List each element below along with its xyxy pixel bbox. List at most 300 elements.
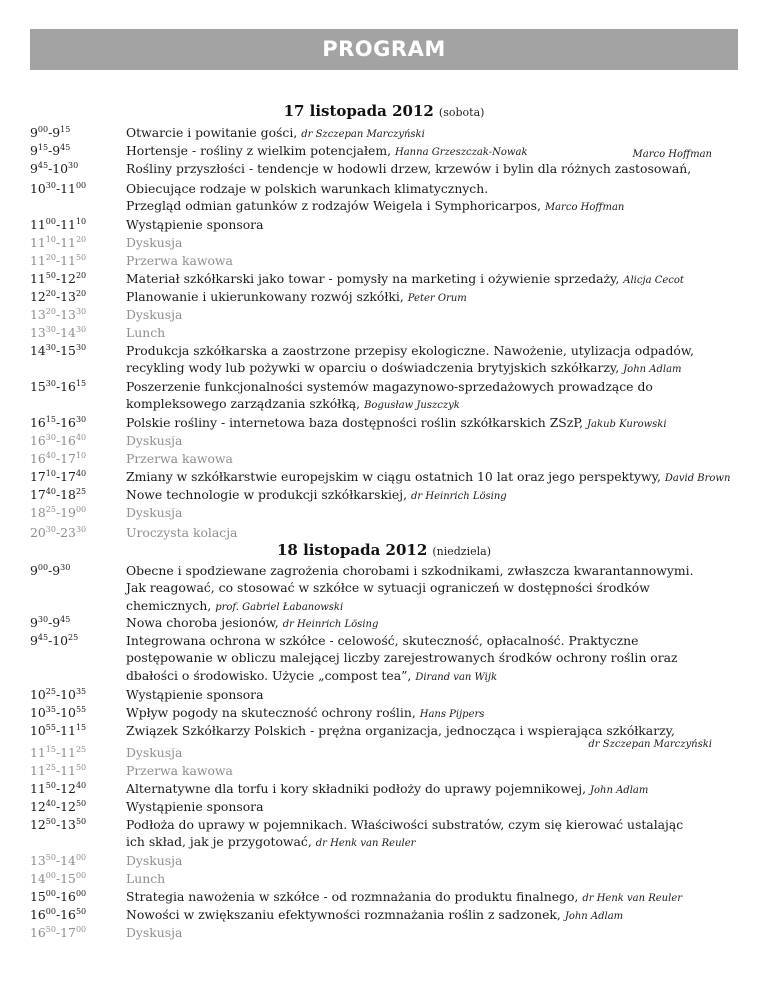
session-title: Dyskusja: [126, 925, 183, 940]
session-title: postępowanie w obliczu malejącej liczby zarejestrowanych środków ochrony roślin oraz: [126, 650, 678, 666]
session-description: [126, 288, 746, 307]
time-minute: 10: [75, 451, 87, 460]
time-separator: -: [48, 633, 53, 648]
session-title: Strategia nawożenia w szkółce - od rozmnażania do produktu finalnego,: [126, 889, 579, 904]
time-hour: 9: [52, 563, 61, 578]
session-time: [30, 160, 78, 177]
time-hour: 9: [30, 125, 38, 140]
session-time: [30, 306, 86, 323]
time-minute: 35: [75, 687, 87, 696]
session-text-line: [126, 486, 746, 505]
time-separator: -: [55, 871, 61, 886]
time-hour: 16: [60, 415, 76, 430]
session-time: [30, 504, 86, 521]
time-hour: 14: [60, 853, 76, 868]
session-text-line: [126, 504, 746, 521]
session-title: Lunch: [126, 325, 166, 340]
time-hour: 10: [30, 723, 46, 738]
time-separator: -: [55, 925, 61, 940]
session-title: Lunch: [126, 871, 166, 886]
session-speaker: Marco Hoffman: [544, 202, 625, 214]
session-text-line: [126, 924, 746, 941]
day1-title: 17 listopada 2012: [283, 102, 434, 120]
session-text-line: [126, 432, 746, 449]
session-title: Przegląd odmian gatunków z rodzajów Weigela i Symphoricarpos,: [126, 198, 541, 214]
time-hour: 18: [30, 505, 46, 520]
session-title: Wpływ pogody na skuteczność ochrony roślin,: [126, 705, 416, 720]
time-minute: 00: [75, 889, 87, 898]
time-hour: 9: [30, 161, 38, 176]
time-minute: 30: [75, 325, 87, 334]
session-time: [30, 414, 86, 431]
time-hour: 16: [30, 415, 46, 430]
time-hour: 13: [30, 853, 46, 868]
session-title: Przerwa kawowa: [126, 763, 233, 778]
time-hour: 13: [30, 325, 46, 340]
time-hour: 11: [30, 253, 46, 268]
session-time: [30, 614, 70, 631]
session-text-line: [126, 450, 746, 467]
session-time: [30, 924, 86, 941]
time-minute: 10: [75, 217, 87, 226]
time-minute: 55: [75, 705, 87, 714]
time-hour: 9: [30, 563, 38, 578]
session-time: [30, 780, 86, 797]
session-text-line: [126, 833, 746, 852]
session-time: [30, 432, 86, 449]
session-time: [30, 816, 86, 833]
time-hour: 11: [30, 781, 46, 796]
session-text-line: [126, 252, 746, 269]
session-description: [126, 888, 746, 907]
session-time: [30, 524, 86, 541]
time-minute: 00: [75, 505, 87, 514]
time-minute: 30: [75, 343, 87, 352]
program-title: PROGRAM: [322, 37, 446, 61]
time-minute: 50: [45, 853, 56, 862]
time-separator: -: [55, 907, 61, 922]
time-minute: 40: [75, 469, 87, 478]
time-minute: 50: [45, 925, 56, 934]
session-description: [126, 486, 746, 505]
session-description: [126, 816, 746, 853]
time-minute: 30: [37, 615, 49, 624]
time-minute: 00: [45, 871, 56, 880]
time-separator: -: [55, 505, 61, 520]
session-description: [126, 524, 746, 541]
session-title: Poszerzenie funkcjonalności systemów magazynowo-sprzedażowych prowadzące do: [126, 379, 653, 394]
session-time: [30, 270, 86, 287]
session-speaker: Jakub Kurowski: [587, 419, 667, 430]
session-text-line: [126, 160, 746, 177]
time-hour: 18: [60, 487, 76, 502]
session-text-line: [126, 614, 746, 633]
time-minute: 45: [37, 161, 49, 170]
time-separator: -: [55, 433, 61, 448]
time-minute: 40: [45, 487, 56, 496]
session-description: [126, 852, 746, 869]
session-speaker: Alicja Cecot: [623, 275, 684, 286]
time-hour: 23: [60, 525, 76, 540]
session-time: [30, 852, 86, 869]
session-text-line: [126, 306, 746, 323]
session-text-line: [126, 395, 746, 414]
session-time: [30, 342, 86, 359]
time-minute: 00: [75, 925, 87, 934]
time-separator: -: [48, 143, 53, 158]
time-hour: 10: [30, 705, 46, 720]
session-time: [30, 252, 86, 269]
session-title: Rośliny przyszłości - tendencje w hodowli drzew, krzewów i bylin dla różnych zastosowań,: [126, 161, 692, 176]
time-minute: 30: [75, 415, 87, 424]
session-time: [30, 468, 86, 485]
session-text-line: [126, 197, 746, 216]
session-description: [126, 342, 746, 379]
time-hour: 11: [30, 763, 46, 778]
time-minute: 45: [60, 143, 71, 152]
time-minute: 00: [75, 871, 87, 880]
session-speaker: dr Henk van Reuler: [582, 893, 683, 904]
session-time: [30, 324, 86, 341]
time-minute: 30: [45, 525, 56, 534]
time-hour: 11: [30, 271, 46, 286]
time-minute: 50: [75, 817, 87, 826]
time-minute: 50: [75, 763, 87, 772]
time-separator: -: [55, 217, 61, 232]
session-title: recykling wody lub pożywki w oparciu o doświadczenia brytyjskich szkółkarzy,: [126, 360, 620, 376]
session-title: ich skład, jak je przygotować,: [126, 834, 312, 850]
session-text-line: [126, 359, 746, 378]
time-hour: 11: [30, 745, 46, 760]
session-speaker: David Brown: [664, 473, 731, 484]
session-title: Wystąpienie sponsora: [126, 799, 264, 814]
session-text-line: [126, 762, 746, 779]
session-speaker: dr Heinrich Lösing: [282, 619, 379, 630]
session-title: Dyskusja: [126, 433, 183, 448]
time-hour: 20: [30, 525, 46, 540]
session-title: Jak reagować, co stosować w szkółce w sytuacji ograniczeń w dostępności środków: [126, 580, 650, 596]
time-minute: 25: [45, 763, 56, 772]
session-time: [30, 906, 86, 923]
session-text-line: [126, 414, 746, 433]
time-minute: 25: [68, 633, 79, 642]
session-title: Dyskusja: [126, 505, 183, 520]
time-hour: 13: [60, 817, 76, 832]
time-hour: 9: [52, 615, 61, 630]
time-separator: -: [55, 379, 61, 394]
session-time: [30, 762, 86, 779]
time-hour: 12: [60, 271, 76, 286]
session-description: [126, 686, 746, 703]
session-text-line: [126, 562, 746, 579]
session-text-line: [126, 649, 746, 666]
session-speaker: Dirand van Wijk: [415, 671, 497, 683]
time-minute: 00: [37, 125, 49, 134]
session-text-line: [126, 686, 746, 703]
time-separator: -: [55, 687, 61, 702]
session-description: [126, 798, 746, 815]
time-separator: -: [55, 525, 61, 540]
session-title: Nowe technologie w produkcji szkółkarskiej,: [126, 487, 408, 502]
time-hour: 15: [30, 379, 46, 394]
session-text-line: [126, 704, 746, 723]
time-separator: -: [55, 469, 61, 484]
time-separator: -: [55, 799, 61, 814]
session-speaker: John Adlam: [623, 364, 682, 376]
time-hour: 17: [60, 925, 76, 940]
time-minute: 50: [75, 799, 87, 808]
session-time: [30, 686, 86, 703]
session-time: [30, 870, 86, 887]
time-hour: 19: [60, 505, 76, 520]
time-separator: -: [55, 235, 61, 250]
time-hour: 9: [52, 143, 61, 158]
session-title: Materiał szkółkarski jako towar - pomysły na marketing i ożywienie sprzedaży,: [126, 271, 620, 286]
time-minute: 50: [45, 817, 56, 826]
time-separator: -: [55, 853, 61, 868]
session-time: [30, 288, 86, 305]
time-minute: 30: [60, 563, 71, 572]
time-minute: 50: [75, 253, 87, 262]
time-hour: 14: [30, 871, 46, 886]
time-minute: 00: [75, 181, 87, 190]
time-minute: 50: [75, 907, 87, 916]
time-hour: 11: [60, 235, 76, 250]
time-hour: 16: [60, 889, 76, 904]
time-minute: 10: [45, 235, 56, 244]
time-minute: 15: [75, 379, 87, 388]
session-time: [30, 486, 86, 503]
session-speaker: dr Szczepan Marczyński: [301, 129, 425, 140]
time-minute: 15: [37, 143, 49, 152]
session-text-line: [126, 180, 746, 197]
time-separator: -: [55, 745, 61, 760]
time-separator: -: [55, 343, 61, 358]
time-minute: 00: [75, 853, 87, 862]
session-time: [30, 216, 86, 233]
time-minute: 00: [37, 563, 49, 572]
time-separator: -: [55, 763, 61, 778]
session-title: kompleksowego zarządzania szkółką,: [126, 396, 361, 412]
session-text-line: [126, 632, 746, 649]
session-title: Obecne i spodziewane zagrożenia chorobami i szkodnikami, zwłaszcza kwarantannowymi.: [126, 563, 694, 578]
time-minute: 55: [45, 723, 56, 732]
time-hour: 12: [30, 817, 46, 832]
day2-weekday: (niedziela): [432, 545, 491, 558]
time-minute: 40: [75, 433, 87, 442]
session-text-line: [126, 342, 746, 359]
time-minute: 30: [45, 343, 56, 352]
session-description: [126, 504, 746, 521]
time-hour: 12: [60, 781, 76, 796]
time-hour: 13: [60, 307, 76, 322]
time-minute: 20: [75, 271, 87, 280]
session-time: [30, 744, 86, 761]
time-minute: 30: [75, 307, 87, 316]
time-separator: -: [55, 817, 61, 832]
session-speaker: Hans Pijpers: [419, 709, 485, 720]
time-hour: 10: [30, 181, 46, 196]
session-text-line: [126, 468, 746, 487]
time-hour: 13: [30, 307, 46, 322]
session-title: Dyskusja: [126, 235, 183, 250]
session-title: Wystąpienie sponsora: [126, 217, 264, 232]
session-speaker: dr Henk van Reuler: [315, 838, 416, 850]
session-title: Polskie rośliny - internetowa baza dostępności roślin szkółkarskich ZSzP,: [126, 415, 584, 430]
time-minute: 20: [45, 289, 56, 298]
session-time: [30, 704, 86, 721]
time-minute: 15: [75, 723, 87, 732]
session-description: [126, 780, 746, 799]
time-hour: 12: [30, 799, 46, 814]
time-separator: -: [55, 289, 61, 304]
session-title: dbałości o środowisko. Użycie „compost tea”,: [126, 667, 412, 683]
time-separator: -: [55, 181, 61, 196]
time-minute: 30: [45, 325, 56, 334]
time-minute: 30: [68, 161, 79, 170]
session-description: [126, 414, 746, 433]
session-title: Przerwa kawowa: [126, 451, 233, 466]
session-text-line: [126, 870, 746, 887]
session-speaker: prof. Gabriel Łabanowski: [215, 601, 344, 613]
session-time: [30, 798, 86, 815]
time-hour: 11: [30, 217, 46, 232]
time-hour: 11: [60, 217, 76, 232]
session-speaker: John Adlam: [564, 911, 624, 922]
time-separator: -: [55, 307, 61, 322]
session-text-line: [126, 816, 746, 833]
time-hour: 11: [60, 723, 76, 738]
time-minute: 30: [45, 181, 56, 190]
session-title: Produkcja szkółkarska a zaostrzone przepisy ekologiczne. Nawożenie, utylizacja odpadów,: [126, 343, 694, 358]
session-title: Hortensje - rośliny z wielkim potencjałem,: [126, 143, 392, 158]
time-minute: 30: [45, 433, 56, 442]
time-minute: 30: [75, 525, 87, 534]
session-time: [30, 888, 86, 905]
time-minute: 20: [75, 289, 87, 298]
time-hour: 15: [60, 871, 76, 886]
session-description: [126, 432, 746, 449]
session-description: [126, 924, 746, 941]
session-title: Alternatywne dla torfu i kory składniki podłoży do uprawy pojemnikowej,: [126, 781, 587, 796]
time-hour: 11: [60, 745, 76, 760]
session-description: [126, 762, 746, 779]
session-title: Planowanie i ukierunkowany rozwój szkółki,: [126, 289, 404, 304]
time-separator: -: [55, 271, 61, 286]
session-description: [126, 468, 746, 487]
time-hour: 11: [60, 253, 76, 268]
session-title: Dyskusja: [126, 307, 183, 322]
session-title: Nowości w zwiększaniu efektywności rozmnażania roślin z sadzonek,: [126, 907, 561, 922]
time-separator: -: [55, 705, 61, 720]
time-hour: 16: [60, 433, 76, 448]
session-description: [126, 234, 746, 251]
time-minute: 40: [45, 451, 56, 460]
session-title: Zmiany w szkółkarstwie europejskim w ciągu ostatnich 10 lat oraz jego perspektywy,: [126, 469, 661, 484]
time-hour: 12: [60, 799, 76, 814]
time-separator: -: [55, 889, 61, 904]
session-title: Integrowana ochrona w szkółce - celowość, skuteczność, opłacalność. Praktyczne: [126, 633, 639, 648]
session-speaker: Hanna Grzeszczak-Nowak: [395, 147, 528, 158]
time-minute: 50: [45, 781, 56, 790]
time-hour: 10: [60, 705, 76, 720]
time-hour: 9: [30, 615, 38, 630]
session-time: [30, 142, 70, 159]
session-text-line: [126, 270, 746, 289]
time-minute: 00: [45, 889, 56, 898]
program-banner: [30, 29, 738, 70]
time-hour: 17: [30, 469, 46, 484]
time-hour: 11: [30, 235, 46, 250]
time-minute: 45: [60, 615, 71, 624]
time-hour: 16: [60, 907, 76, 922]
session-description: [126, 160, 746, 177]
time-minute: 00: [45, 907, 56, 916]
session-speaker: dr Heinrich Lösing: [411, 491, 507, 502]
session-description: [126, 906, 746, 925]
session-title: Wystąpienie sponsora: [126, 687, 264, 702]
time-separator: -: [55, 325, 61, 340]
time-separator: -: [55, 451, 61, 466]
session-text-line: [126, 288, 746, 307]
time-separator: -: [55, 253, 61, 268]
session-text-line: [126, 524, 746, 541]
day2-heading: [0, 540, 768, 559]
time-minute: 50: [45, 271, 56, 280]
session-title: Nowa choroba jesionów,: [126, 615, 279, 630]
session-text-line: [126, 852, 746, 869]
time-hour: 16: [30, 433, 46, 448]
time-hour: 17: [60, 469, 76, 484]
time-hour: 9: [30, 633, 38, 648]
session-text-line: [126, 667, 746, 686]
time-hour: 10: [52, 633, 69, 648]
time-minute: 40: [45, 799, 56, 808]
session-description: [126, 722, 746, 739]
time-hour: 14: [60, 325, 76, 340]
time-hour: 11: [60, 181, 76, 196]
time-hour: 10: [30, 687, 46, 702]
time-minute: 10: [45, 469, 56, 478]
time-minute: 15: [45, 415, 56, 424]
time-minute: 20: [45, 253, 56, 262]
time-minute: 35: [45, 705, 56, 714]
session-description: [126, 180, 746, 217]
time-minute: 25: [75, 745, 87, 754]
time-minute: 45: [37, 633, 49, 642]
session-description: [126, 614, 746, 633]
session-text-line: [126, 888, 746, 907]
time-hour: 16: [30, 907, 46, 922]
session-time: [30, 562, 70, 579]
session-text-line: [126, 579, 746, 596]
time-minute: 25: [45, 687, 56, 696]
time-hour: 9: [52, 125, 61, 140]
time-minute: 20: [75, 235, 87, 244]
session-description: [126, 562, 746, 616]
time-minute: 25: [75, 487, 87, 496]
time-separator: -: [48, 615, 53, 630]
time-minute: 30: [45, 379, 56, 388]
day1-weekday: (sobota): [438, 106, 485, 119]
time-separator: -: [48, 563, 53, 578]
time-hour: 17: [30, 487, 46, 502]
time-hour: 11: [60, 763, 76, 778]
session-description: [126, 704, 746, 723]
session-time: [30, 722, 86, 739]
session-title: Otwarcie i powitanie gości,: [126, 125, 298, 140]
session-title: Dyskusja: [126, 745, 183, 760]
